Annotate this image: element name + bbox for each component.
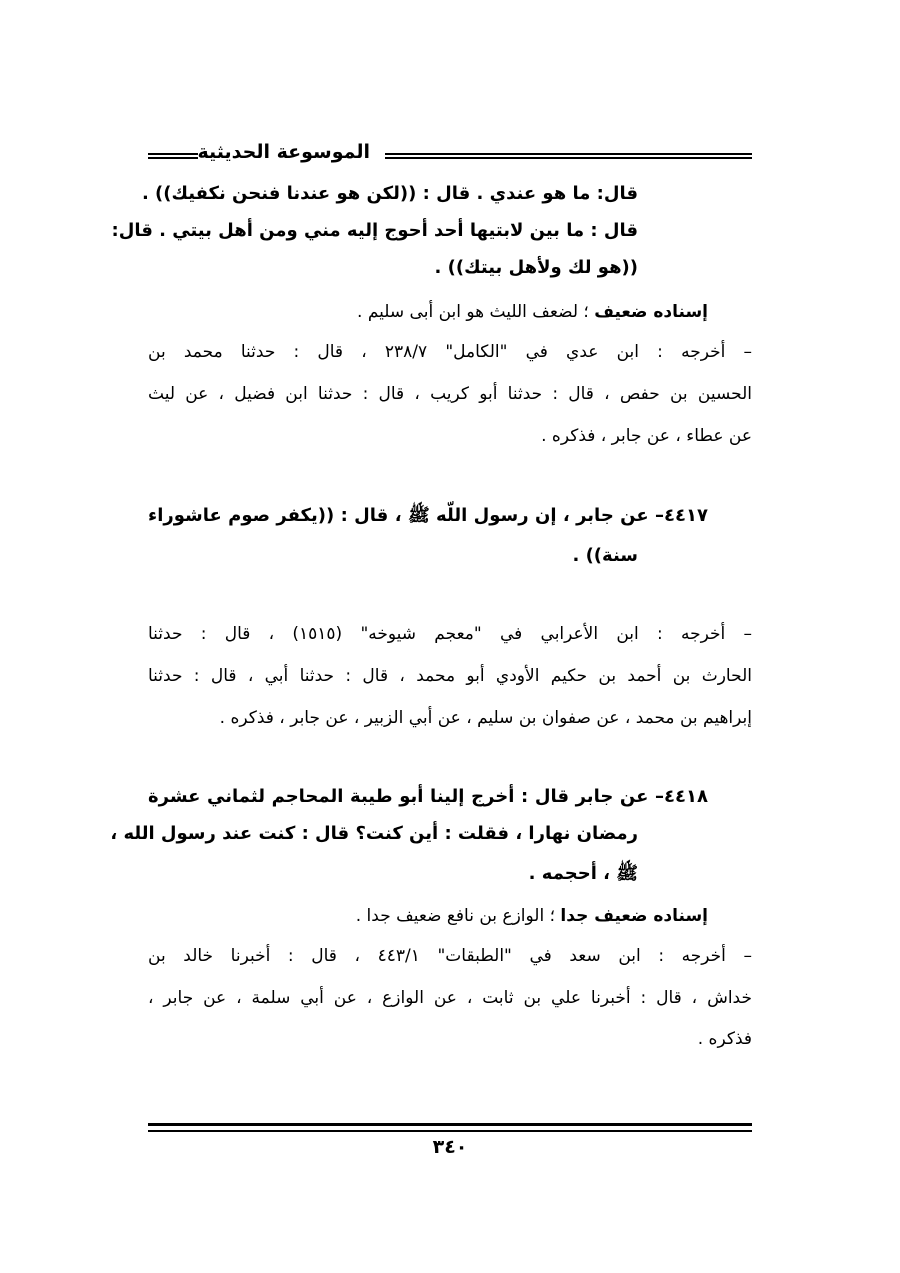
isnad-grade: إسناده ضعيف جدا	[560, 906, 708, 926]
hadith-line: ٤٤١٧– عن جابر ، إن رسول اللّه ﷺ ، قال : ((يكفر صوم عاشوراء	[148, 505, 708, 526]
running-header-title: الموسوعة الحديثية	[197, 141, 370, 163]
takhrij-line: الحارث بن أحمد بن حكيم الأودي أبو محمد ، قال : حدثنا أبي ، قال : حدثنا	[148, 666, 752, 686]
page-number: ٣٤٠	[432, 1136, 468, 1158]
footer-rule-thick	[148, 1123, 752, 1126]
footer-rule-thin	[148, 1130, 752, 1132]
header-rule-left	[148, 153, 198, 159]
text-line: قال : ما بين لابتيها أحد أحوج إليه مني ومن أهل بيتي . قال:	[111, 220, 638, 241]
hadith-line	[110, 821, 638, 847]
takhrij-line: – أخرجه : ابن الأعرابي في "معجم شيوخه" (١٥١٥) ، قال : حدثنا	[148, 624, 752, 644]
isnad-line	[356, 903, 708, 929]
hadith-fragment: فقلت : أين كنت؟ قال : كنت عند رسول الله ،	[110, 823, 510, 844]
isnad-line	[357, 299, 708, 325]
isnad-reason: ؛ الوازع بن نافع ضعيف جدا .	[355, 906, 561, 926]
header-rule-right	[385, 153, 752, 159]
takhrij-line: – أخرجه : ابن عدي في "الكامل" ٢٣٨/٧ ، قال : حدثنا محمد بن	[148, 342, 752, 362]
takhrij-line: فذكره .	[697, 1029, 752, 1049]
isnad-reason: ؛ لضعف الليث هو ابن أبى سليم .	[357, 302, 595, 322]
isnad-grade: إسناده ضعيف	[594, 302, 708, 322]
text-line: قال: ما هو عندي . قال : ((لكن هو عندنا فنحن نكفيك)) .	[141, 183, 638, 204]
takhrij-line: خداش ، قال : أخبرنا علي بن ثابت ، عن الوازع ، عن أبي سلمة ، عن جابر ،	[148, 988, 752, 1008]
takhrij-line: عن عطاء ، عن جابر ، فذكره .	[541, 426, 752, 446]
hadith-fragment: رمضان نهارا ،	[509, 823, 638, 844]
text-line: ((هو لك ولأهل بيتك)) .	[434, 257, 638, 278]
takhrij-line: – أخرجه : ابن سعد في "الطبقات" ٤٤٣/١ ، قال : أخبرنا خالد بن	[148, 946, 753, 966]
hadith-line: ٤٤١٨– عن جابر قال : أخرج إلينا أبو طيبة المحاجم لثماني عشرة	[148, 786, 708, 807]
hadith-line: سنة)) .	[572, 545, 638, 566]
takhrij-line: إبراهيم بن محمد ، عن صفوان بن سليم ، عن أبي الزبير ، عن جابر ، فذكره .	[219, 708, 752, 728]
hadith-line: ﷺ ، أحجمه .	[528, 863, 638, 884]
takhrij-line: الحسين بن حفص ، قال : حدثنا أبو كريب ، قال : حدثنا ابن فضيل ، عن ليث	[148, 384, 752, 404]
